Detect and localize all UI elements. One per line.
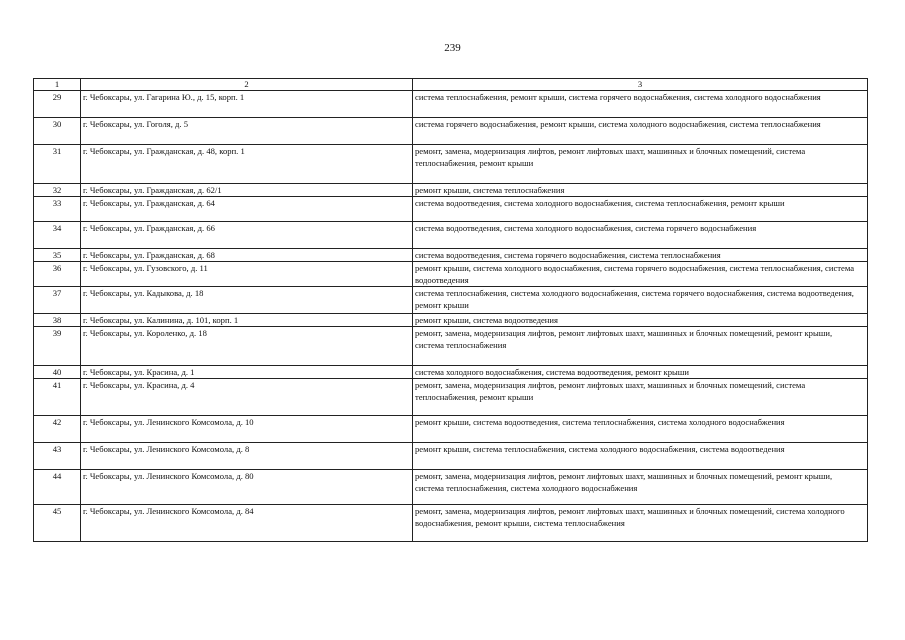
- row-address: г. Чебоксары, ул. Гражданская, д. 64: [81, 197, 413, 222]
- row-number: 41: [34, 379, 81, 416]
- row-works: система водоотведения, система холодного водоснабжения, система горячего водоснабжения: [413, 222, 868, 249]
- row-number: 35: [34, 249, 81, 262]
- repair-table: [33, 78, 868, 542]
- table-row: [34, 287, 868, 314]
- row-number: 40: [34, 366, 81, 379]
- row-works: система теплоснабжения, система холодного водоснабжения, система горячего водоснабжения, система водоотведения, ремонт крыши: [413, 287, 868, 314]
- row-number: 33: [34, 197, 81, 222]
- row-works: ремонт, замена, модернизация лифтов, ремонт лифтовых шахт, машинных и блочных помещений, система холодного водоснабжения, ремонт крыши, система теплоснабжения: [413, 505, 868, 542]
- column-header-1: 1: [34, 79, 81, 91]
- row-works: система теплоснабжения, ремонт крыши, система горячего водоснабжения, система холодного водоснабжения: [413, 91, 868, 118]
- row-address: г. Чебоксары, ул. Калинина, д. 101, корп. 1: [81, 314, 413, 327]
- row-number: 37: [34, 287, 81, 314]
- row-address: г. Чебоксары, ул. Гражданская, д. 66: [81, 222, 413, 249]
- row-number: 30: [34, 118, 81, 145]
- table-row: [34, 443, 868, 470]
- row-works: ремонт крыши, система холодного водоснабжения, система горячего водоснабжения, система теплоснабжения, система водоотведения: [413, 262, 868, 287]
- row-address: г. Чебоксары, ул. Гагарина Ю., д. 15, корп. 1: [81, 91, 413, 118]
- row-works: система холодного водоснабжения, система водоотведения, ремонт крыши: [413, 366, 868, 379]
- table-row: [34, 91, 868, 118]
- table-row: [34, 262, 868, 287]
- row-works: система горячего водоснабжения, ремонт крыши, система холодного водоснабжения, система теплоснабжения: [413, 118, 868, 145]
- table-row: [34, 145, 868, 184]
- row-works: система водоотведения, система горячего водоснабжения, система теплоснабжения: [413, 249, 868, 262]
- table-row: [34, 184, 868, 197]
- table-row: [34, 366, 868, 379]
- row-address: г. Чебоксары, ул. Гражданская, д. 62/1: [81, 184, 413, 197]
- row-address: г. Чебоксары, ул. Ленинского Комсомола, д. 80: [81, 470, 413, 505]
- row-address: г. Чебоксары, ул. Короленко, д. 18: [81, 327, 413, 366]
- row-address: г. Чебоксары, ул. Гражданская, д. 48, корп. 1: [81, 145, 413, 184]
- row-works: ремонт, замена, модернизация лифтов, ремонт лифтовых шахт, машинных и блочных помещений, система теплоснабжения, ремонт крыши: [413, 145, 868, 184]
- table-row: [34, 222, 868, 249]
- row-address: г. Чебоксары, ул. Ленинского Комсомола, д. 8: [81, 443, 413, 470]
- row-number: 36: [34, 262, 81, 287]
- table-row: [34, 249, 868, 262]
- table-row: [34, 505, 868, 542]
- row-address: г. Чебоксары, ул. Красина, д. 1: [81, 366, 413, 379]
- row-number: 34: [34, 222, 81, 249]
- table-row: [34, 314, 868, 327]
- row-works: ремонт крыши, система теплоснабжения, система холодного водоснабжения, система водоотведения: [413, 443, 868, 470]
- row-number: 39: [34, 327, 81, 366]
- row-works: система водоотведения, система холодного водоснабжения, система теплоснабжения, ремонт крыши: [413, 197, 868, 222]
- table-row: [34, 118, 868, 145]
- row-works: ремонт, замена, модернизация лифтов, ремонт лифтовых шахт, машинных и блочных помещений, ремонт крыши, система теплоснабжения, система холодного водоснабжения: [413, 470, 868, 505]
- row-address: г. Чебоксары, ул. Кадыкова, д. 18: [81, 287, 413, 314]
- row-number: 32: [34, 184, 81, 197]
- row-number: 29: [34, 91, 81, 118]
- row-number: 45: [34, 505, 81, 542]
- row-number: 44: [34, 470, 81, 505]
- row-address: г. Чебоксары, ул. Ленинского Комсомола, д. 10: [81, 416, 413, 443]
- table-row: [34, 197, 868, 222]
- row-works: ремонт, замена, модернизация лифтов, ремонт лифтовых шахт, машинных и блочных помещений, ремонт крыши, система теплоснабжения: [413, 327, 868, 366]
- row-address: г. Чебоксары, ул. Гузовского, д. 11: [81, 262, 413, 287]
- row-address: г. Чебоксары, ул. Гоголя, д. 5: [81, 118, 413, 145]
- table-row: [34, 416, 868, 443]
- table-row: [34, 470, 868, 505]
- row-works: ремонт крыши, система теплоснабжения: [413, 184, 868, 197]
- row-works: ремонт крыши, система водоотведения, система теплоснабжения, система холодного водоснабжения: [413, 416, 868, 443]
- row-works: ремонт, замена, модернизация лифтов, ремонт лифтовых шахт, машинных и блочных помещений, система теплоснабжения, ремонт крыши: [413, 379, 868, 416]
- table-row: [34, 379, 868, 416]
- row-number: 31: [34, 145, 81, 184]
- row-number: 38: [34, 314, 81, 327]
- column-header-3: 3: [413, 79, 868, 91]
- row-address: г. Чебоксары, ул. Красина, д. 4: [81, 379, 413, 416]
- row-number: 42: [34, 416, 81, 443]
- column-header-2: 2: [81, 79, 413, 91]
- row-address: г. Чебоксары, ул. Гражданская, д. 68: [81, 249, 413, 262]
- row-works: ремонт крыши, система водоотведения: [413, 314, 868, 327]
- row-address: г. Чебоксары, ул. Ленинского Комсомола, д. 84: [81, 505, 413, 542]
- table-header-row: [34, 79, 868, 91]
- table-row: [34, 327, 868, 366]
- page-number: 239: [444, 42, 461, 54]
- row-number: 43: [34, 443, 81, 470]
